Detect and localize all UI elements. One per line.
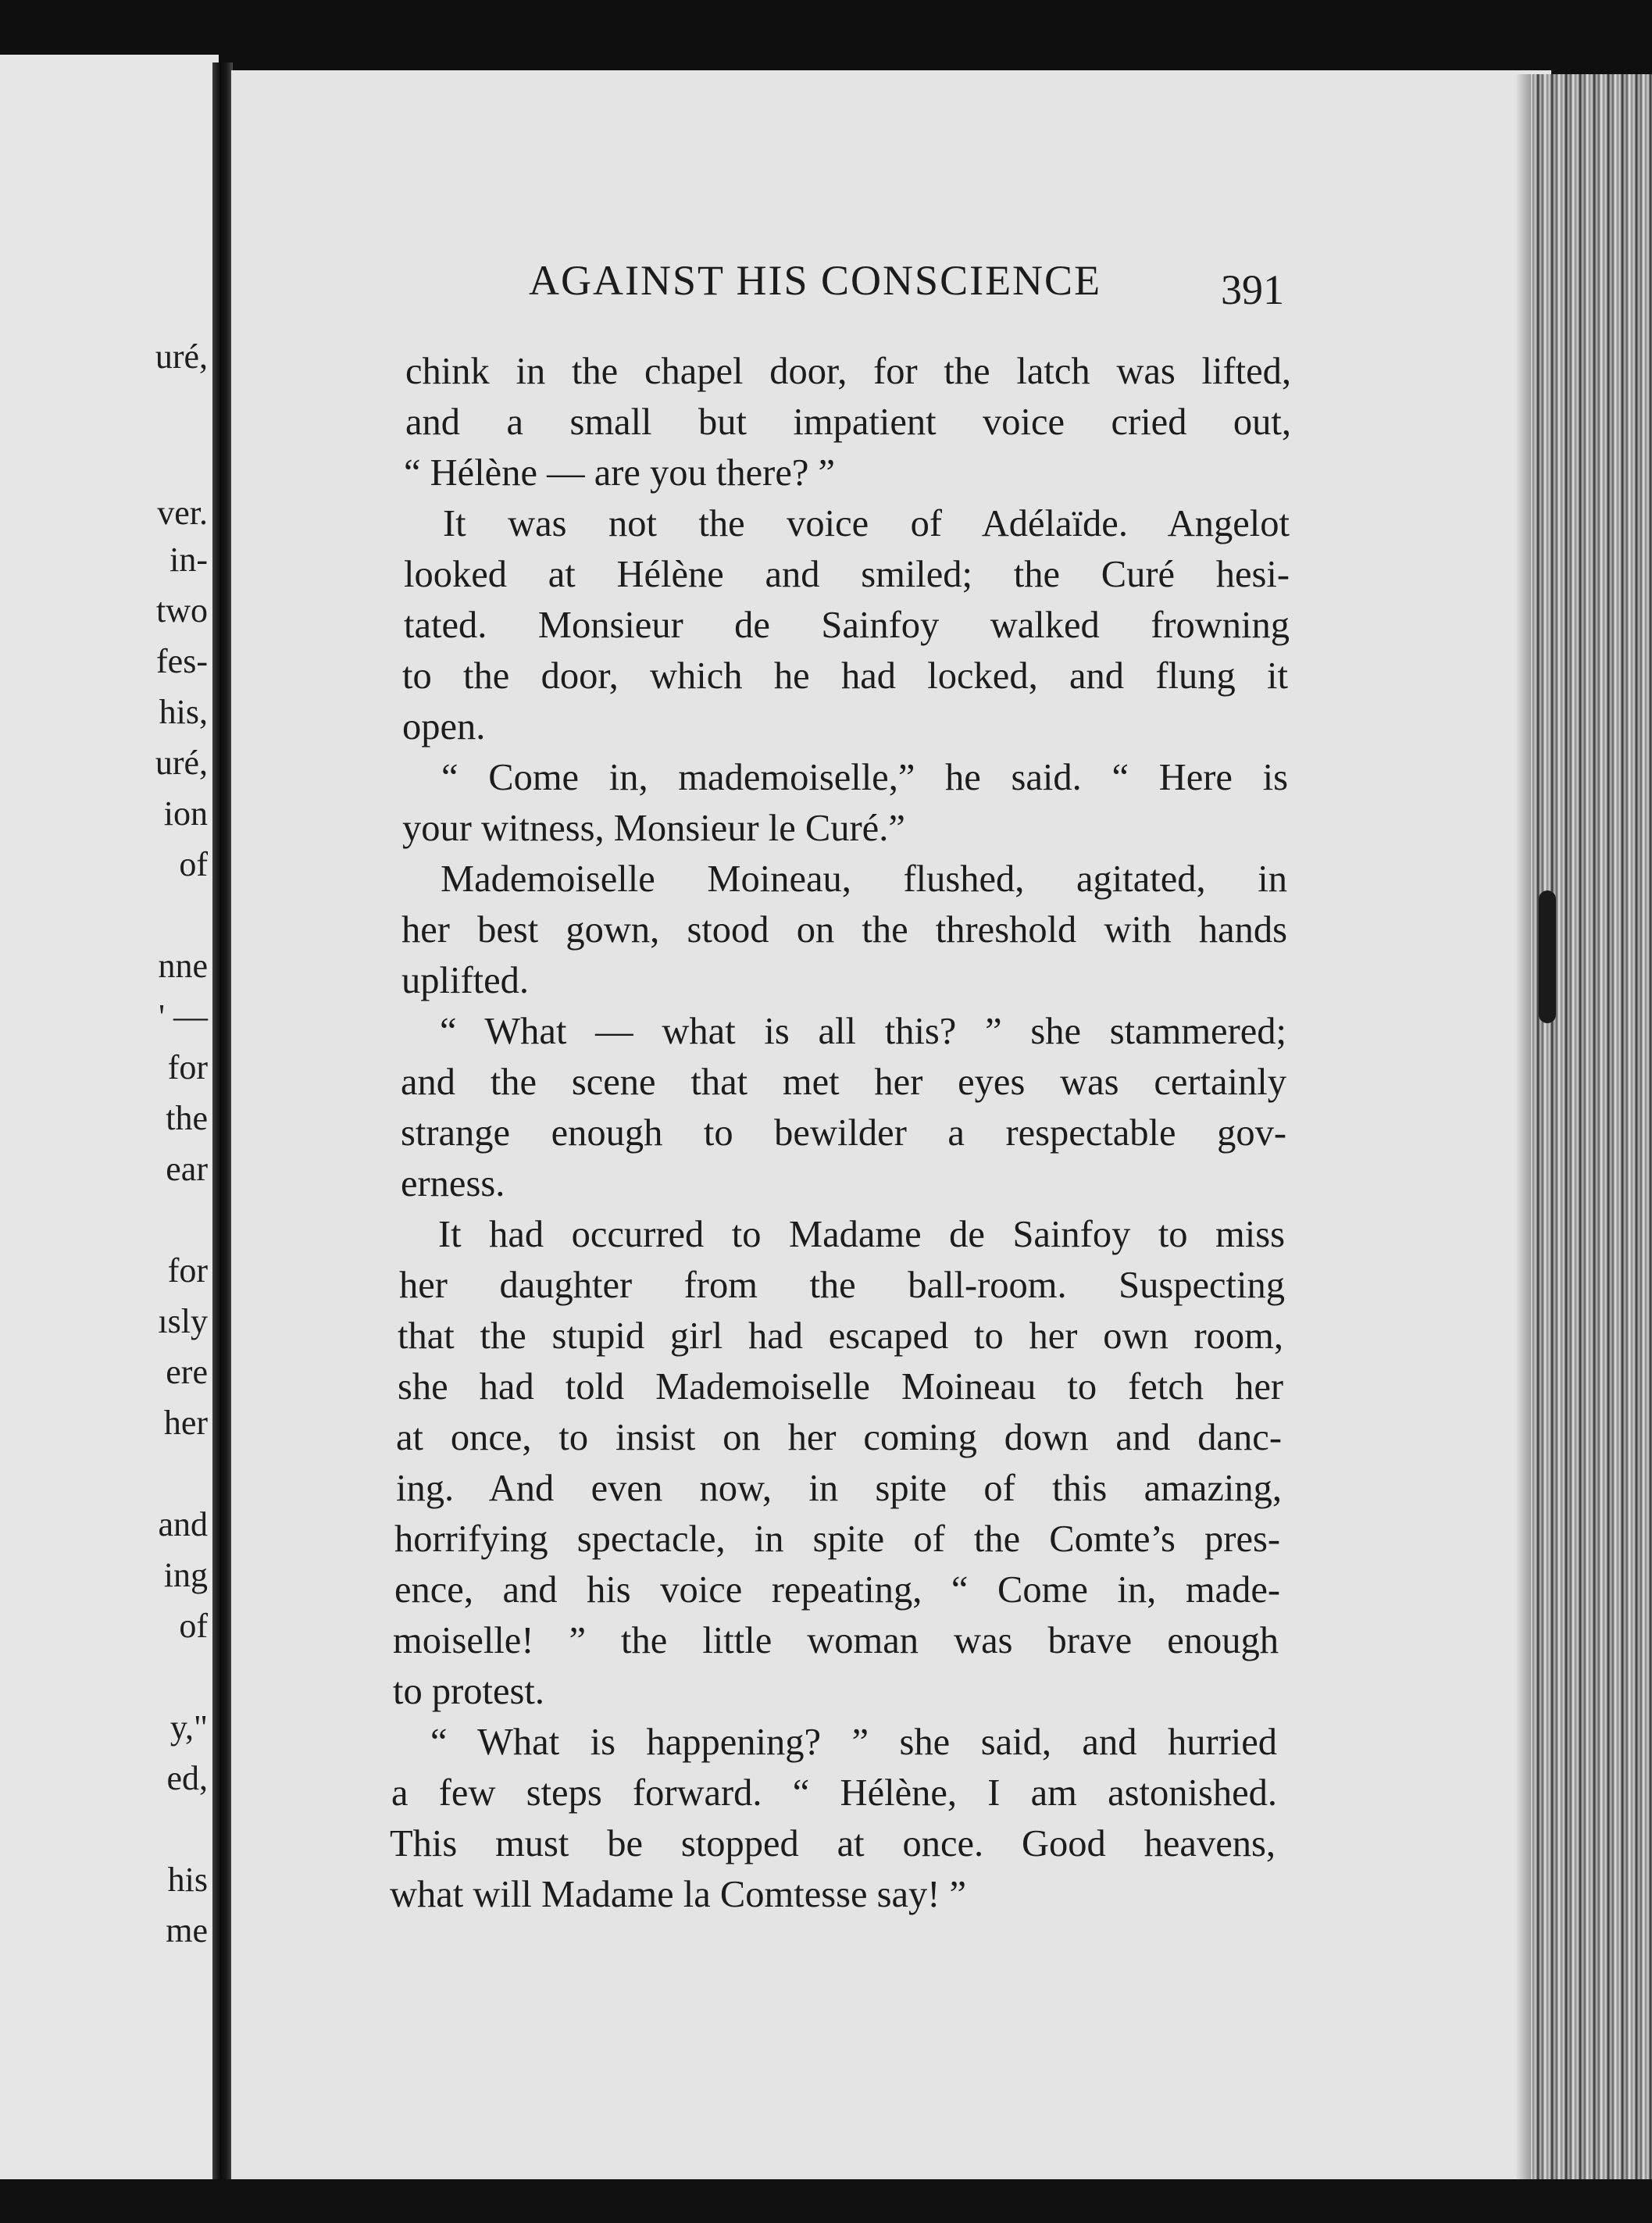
text-line: uplifted.	[401, 960, 529, 1001]
left-page-line: ear	[166, 1150, 208, 1188]
text-line: “ Hélène — are you there? ”	[404, 452, 836, 494]
text-line: tated. Monsieur de Sainfoy walked frowning	[404, 605, 1290, 646]
text-line: It had occurred to Madame de Sainfoy to miss	[438, 1214, 1285, 1255]
text-line: to protest.	[393, 1671, 544, 1712]
text-line: “ Come in, mademoiselle,” he said. “ Here is	[441, 757, 1288, 798]
running-head: AGAINST HIS CONSCIENCE	[529, 257, 1102, 304]
text-line: what will Madame la Comtesse say! ”	[390, 1874, 967, 1915]
left-page-line: uré,	[155, 744, 208, 782]
text-line: and a small but impatient voice cried out,	[405, 401, 1291, 443]
text-line: a few steps forward. “ Hélène, I am astonished.	[391, 1772, 1277, 1814]
left-page-line: in-	[169, 541, 208, 579]
text-line: to the door, which he had locked, and flung it	[402, 655, 1288, 697]
left-page-line: ion	[163, 794, 208, 833]
page-edges	[1531, 74, 1652, 2214]
left-page-line: his	[167, 1861, 208, 1899]
text-line: that the stupid girl had escaped to her own room,	[398, 1315, 1283, 1357]
text-line: “ What is happening? ” she said, and hurried	[430, 1722, 1277, 1763]
page-edge-mark	[1539, 890, 1556, 1023]
text-line: open.	[402, 706, 486, 748]
left-page-line: y,"	[169, 1708, 208, 1747]
text-line: looked at Hélène and smiled; the Curé hesi-	[404, 554, 1290, 595]
page-number: 391	[1221, 266, 1284, 313]
text-line: “ What — what is all this? ” she stammered;	[440, 1011, 1286, 1052]
left-page-line: her	[163, 1404, 208, 1442]
left-page-line: ere	[166, 1353, 208, 1391]
text-line: strange enough to bewilder a respectable gov-	[401, 1112, 1286, 1154]
left-page-line: and	[158, 1505, 208, 1543]
left-page-line: of	[179, 845, 208, 883]
text-line: ing. And even now, in spite of this amazing,	[396, 1468, 1282, 1509]
left-page-line: of	[179, 1607, 208, 1645]
left-page-line: ed,	[166, 1759, 208, 1797]
facing-page-left	[0, 55, 219, 2195]
text-line: moiselle! ” the little woman was brave enough	[393, 1620, 1279, 1661]
left-page-line: me	[166, 1911, 208, 1950]
left-page-line: the	[166, 1099, 208, 1137]
left-page-line: nne	[158, 947, 208, 985]
left-page-line: ' —	[159, 997, 208, 1036]
text-line: her best gown, stood on the threshold with hands	[401, 909, 1287, 951]
left-page-line: ısly	[158, 1302, 208, 1340]
left-page-line: for	[167, 1251, 208, 1290]
text-line: horrifying spectacle, in spite of the Comte’s pres-	[394, 1518, 1280, 1560]
left-page-line: uré,	[155, 337, 208, 376]
text-line: It was not the voice of Adélaïde. Angelot	[443, 503, 1290, 544]
text-line: ence, and his voice repeating, “ Come in, made-	[394, 1569, 1280, 1611]
left-page-line: his,	[159, 693, 208, 731]
left-page-line: ing	[163, 1556, 208, 1594]
text-line: chink in the chapel door, for the latch was lifted,	[405, 351, 1291, 392]
left-page-line: fes-	[156, 642, 208, 680]
left-page-line: ver.	[157, 494, 208, 532]
text-line: and the scene that met her eyes was certainly	[401, 1062, 1286, 1103]
text-line: at once, to insist on her coming down and danc-	[396, 1417, 1282, 1458]
text-line: erness.	[401, 1163, 505, 1204]
text-line: she had told Mademoiselle Moineau to fetch her	[398, 1366, 1283, 1408]
scan-bottom-border	[0, 2179, 1652, 2223]
book-gutter	[212, 62, 233, 2187]
text-line: your witness, Monsieur le Curé.”	[402, 808, 905, 849]
left-page-line: for	[167, 1048, 208, 1087]
scan-top-border	[0, 0, 1652, 74]
text-line: Mademoiselle Moineau, flushed, agitated, in	[441, 858, 1287, 900]
text-line: This must be stopped at once. Good heavens,	[390, 1823, 1276, 1864]
left-page-line: two	[156, 591, 208, 630]
text-line: her daughter from the ball-room. Suspecting	[399, 1265, 1285, 1306]
